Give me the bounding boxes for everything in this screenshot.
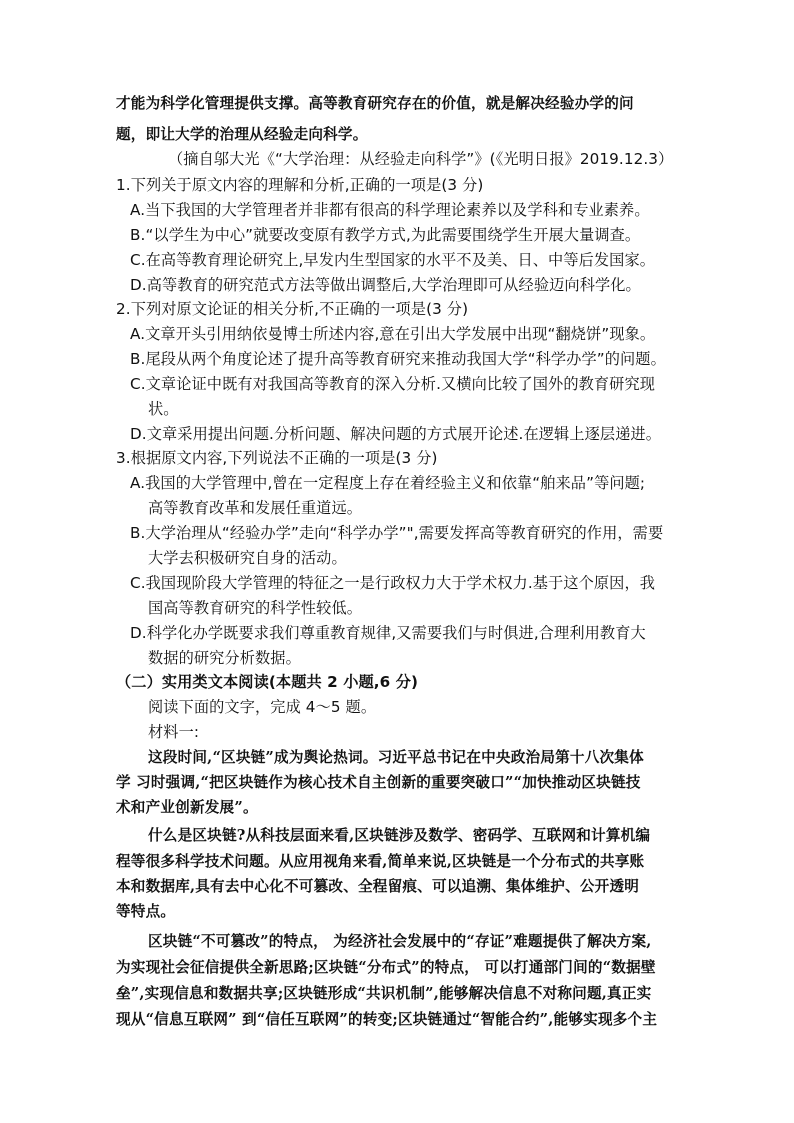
material-p3-line-2: 为实现社会征信提供全新思路;区块链“分布式”的特点， 可以打通部门间的“数据壁 — [116, 959, 656, 976]
material-p3-line-4: 现从“信息互联网” 到“信任互联网”的转变;区块链通过“智能合约”,能够实现多个主 — [116, 1011, 658, 1028]
intro-line-2: 题，即让大学的治理从经验走向科学。 — [116, 126, 368, 143]
question-3-option-c-line-1: C.我国现阶段大学管理的特征之一是行政权力大于学术权力.基于这个原因，我 — [130, 574, 656, 592]
question-1-option-b: B.“以学生为中心”就要改变原有教学方式,为此需要围绕学生开展大量调查。 — [130, 226, 641, 244]
material-one-label: 材料一: — [148, 723, 200, 741]
material-p1-line-2: 学 习时强调,“把区块链作为核心技术自主创新的重要突破口”“加快推动区块链技 — [116, 774, 641, 791]
question-3-option-d-line-2: 数据的研究分析数据。 — [148, 649, 301, 667]
intro-line-1: 才能为科学化管理提供支撑。高等教育研究存在的价值，就是解决经验办学的问 — [116, 95, 634, 112]
question-3-option-a-line-2: 高等教育改革和发展任重道远。 — [148, 499, 363, 517]
question-3-option-c-line-2: 国高等教育研究的科学性较低。 — [148, 599, 363, 617]
material-p3-line-3: 垒”,实现信息和数据共享;区块链形成“共识机制”,能够解决信息不对称问题,真正实 — [116, 985, 652, 1002]
question-2-stem: 2.下列对原文论证的相关分析,不正确的一项是(3 分) — [116, 300, 469, 318]
question-3-option-b-line-1: B.大学治理从“经验办学”走向“科学办学”",需要发挥高等教育研究的作用，需要 — [130, 524, 664, 542]
question-2-option-b: B.尾段从两个角度论述了提升高等教育研究来推动我国大学“科学办学”的问题。 — [130, 350, 666, 368]
question-3-option-b-line-2: 大学去积极研究自身的活动。 — [148, 549, 347, 567]
question-2-option-c-line-2: 状。 — [148, 400, 179, 418]
reading-instruction: 阅读下面的文字，完成 4～5 题。 — [148, 698, 377, 716]
question-2-option-c-line-1: C.文章论证中既有对我国高等教育的深入分析.又横向比较了国外的教育研究现 — [130, 375, 656, 393]
question-1-option-d: D.高等教育的研究范式方法等做出调整后,大学治理即可从经验迈向科学化。 — [130, 276, 641, 294]
material-p2-line-4: 等特点。 — [116, 903, 176, 920]
question-1-option-c: C.在高等教育理论研究上,早发内生型国家的水平不及美、日、中等后发国家。 — [130, 251, 656, 269]
material-p2-line-3: 本和数据库,具有去中心化不可篡改、全程留痕、可以追溯、集体维护、公开透明 — [116, 878, 640, 895]
question-1-stem: 1.下列关于原文内容的理解和分析,正确的一项是(3 分) — [116, 176, 484, 194]
material-p1-line-1: 这段时间,“区块链”成为舆论热词。习近平总书记在中央政治局第十八次集体 — [148, 749, 644, 766]
question-2-option-d: D.文章采用提出问题.分析问题、解决问题的方式展开论述.在逻辑上逐层递进。 — [130, 425, 662, 443]
section-2-heading: （二）实用类文本阅读(本题共 2 小题,6 分) — [116, 673, 419, 691]
source-citation: （摘自邬大光《“大学治理：从经验走向科学”》(《光明日报》2019.12.3） — [168, 150, 674, 168]
material-p1-line-3: 术和产业创新发展”。 — [116, 799, 258, 816]
question-3-option-d-line-1: D.科学化办学既要求我们尊重教育规律,又需要我们与时俱进,合理利用教育大 — [130, 624, 646, 642]
question-1-option-a: A.当下我国的大学管理者并非都有很高的科学理论素养以及学科和专业素养。 — [130, 201, 650, 219]
material-p2-line-1: 什么是区块链?从科技层面来看,区块链涉及数学、密码学、互联网和计算机编 — [148, 827, 651, 844]
question-3-option-a-line-1: A.我国的大学管理中,曾在一定程度上存在着经验主义和依靠“舶来品”等问题; — [130, 474, 646, 492]
material-p3-line-1: 区块链“不可篡改”的特点， 为经济社会发展中的“存证”难题提供了解决方案, — [148, 933, 652, 950]
question-2-option-a: A.文章开头引用纳依曼博士所述内容,意在引出大学发展中出现“翻烧饼”现象。 — [130, 325, 656, 343]
question-3-stem: 3.根据原文内容,下列说法不正确的一项是(3 分) — [116, 449, 438, 467]
material-p2-line-2: 程等很多科学技术问题。从应用视角来看,简单来说,区块链是一个分布式的共享账 — [116, 853, 645, 870]
